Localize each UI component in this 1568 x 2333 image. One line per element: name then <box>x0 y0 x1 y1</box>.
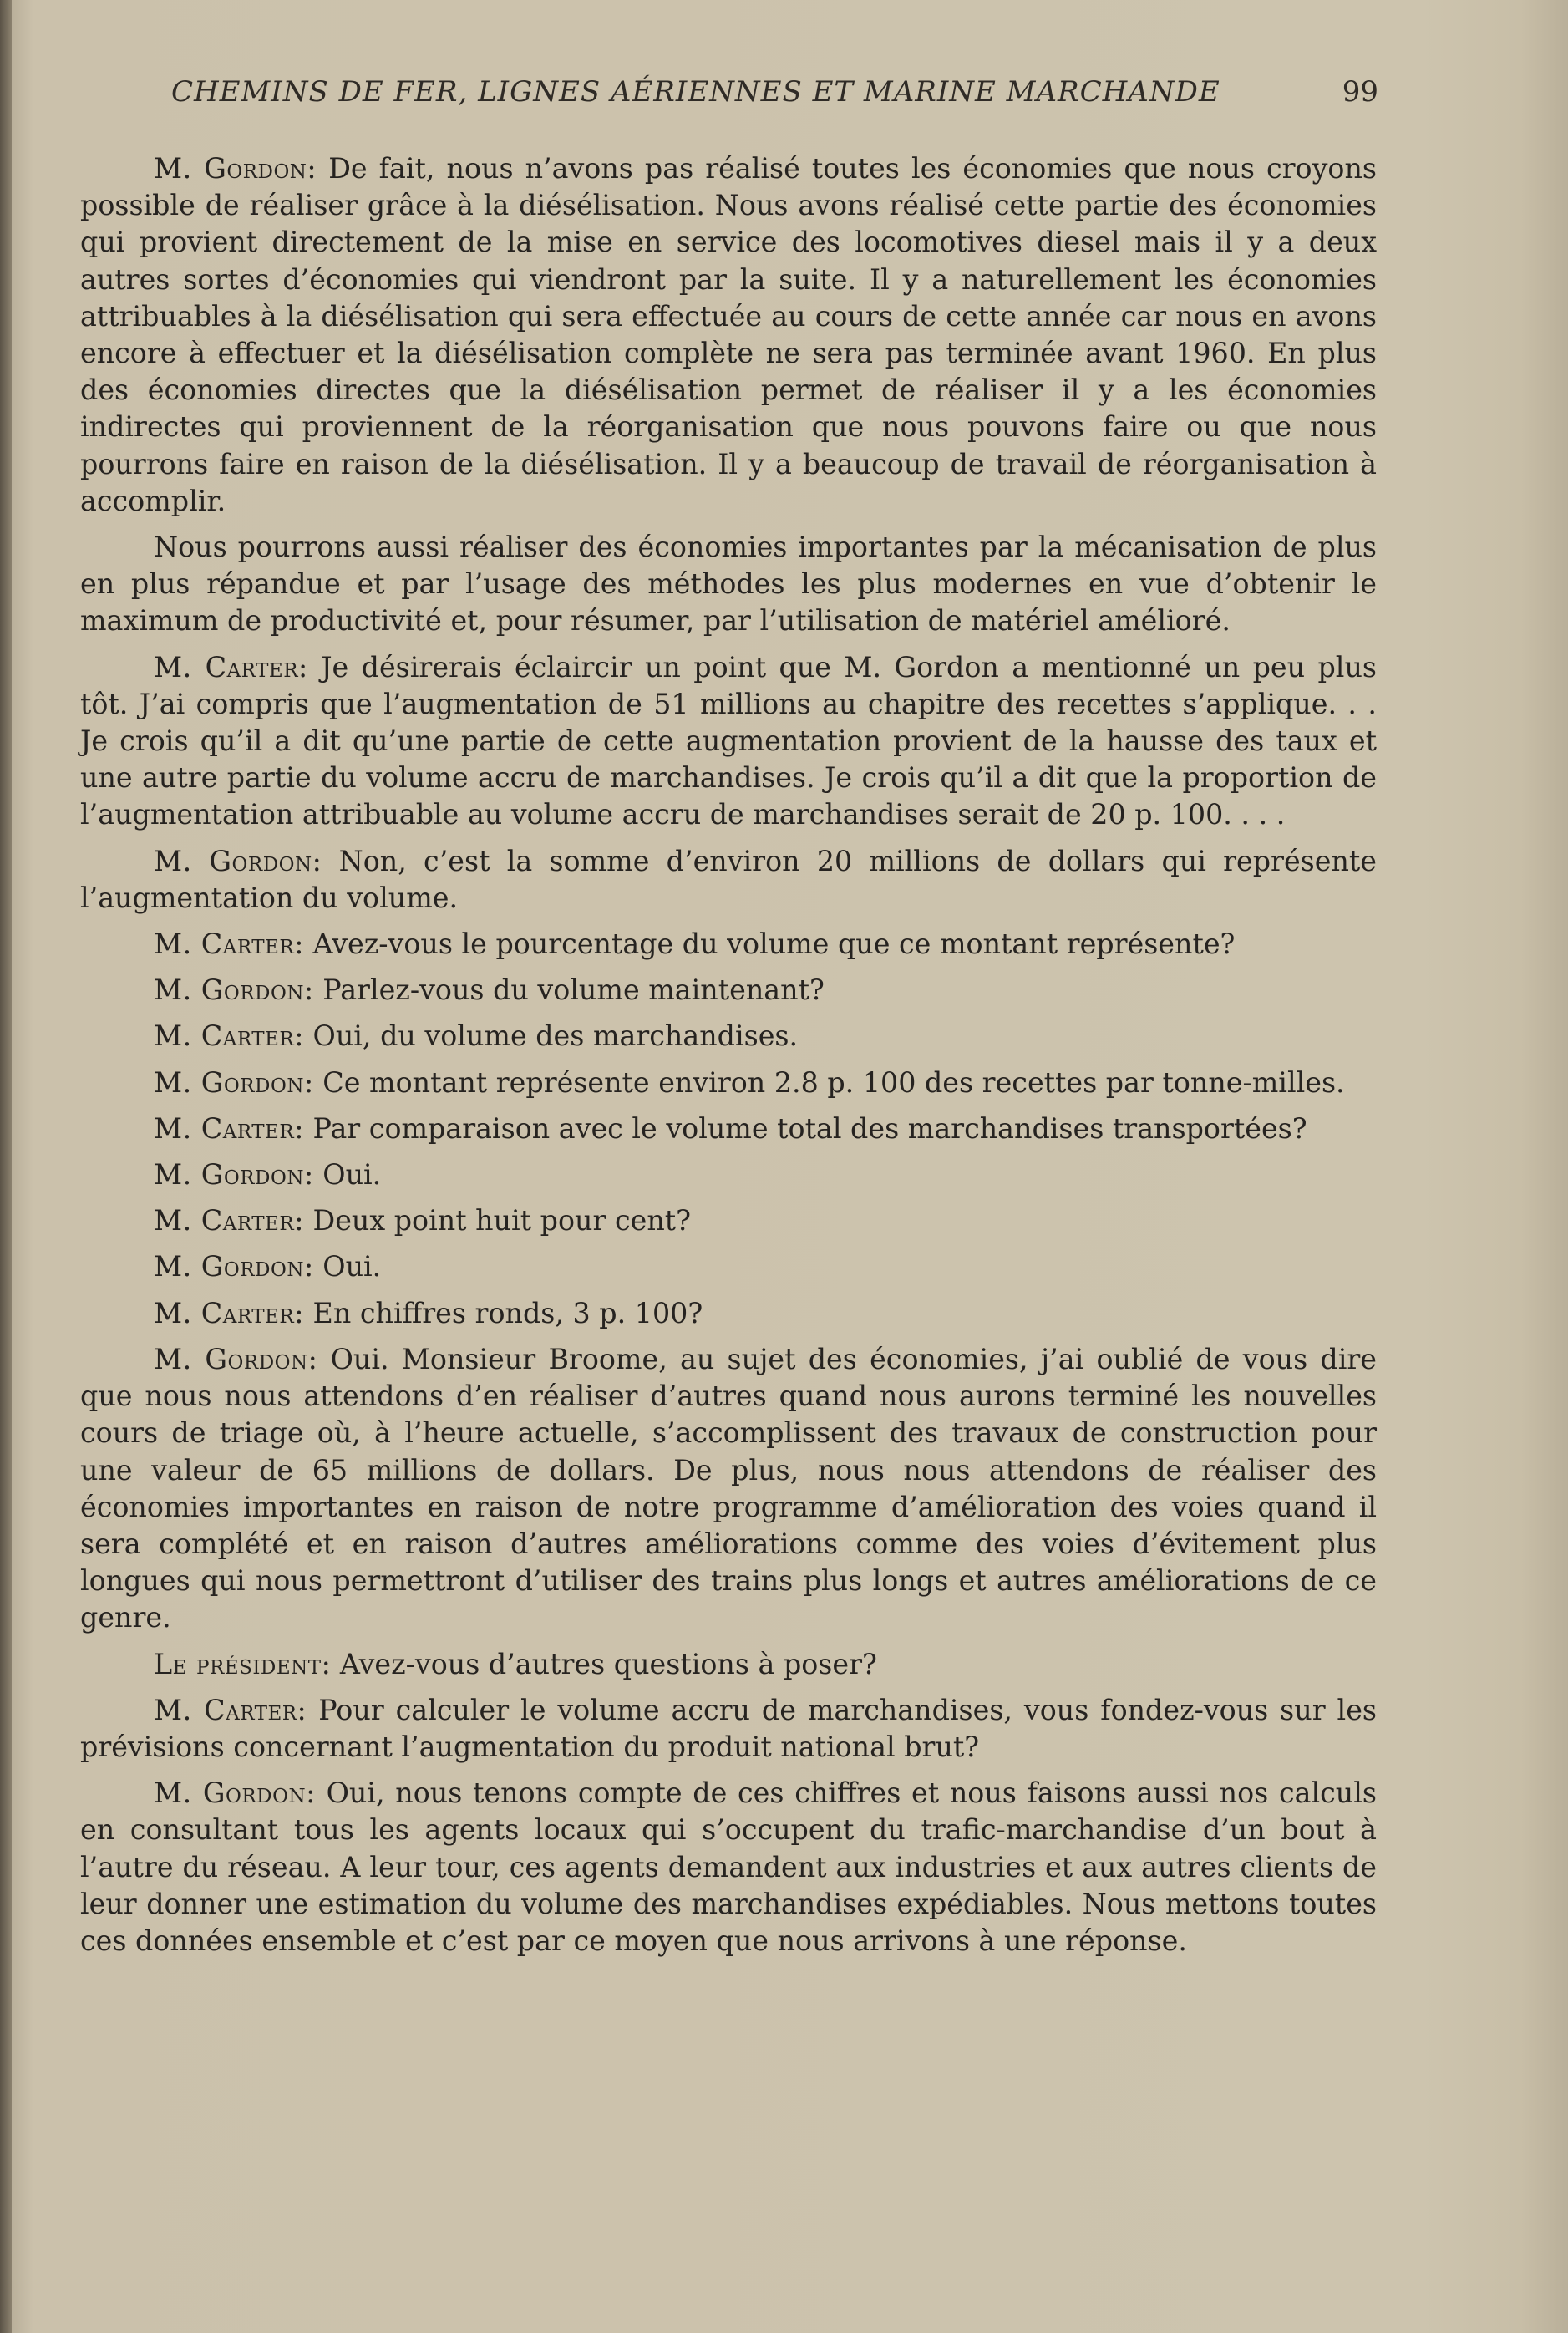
speaker-name: M. Gordon: <box>154 844 322 877</box>
paragraph <box>80 1692 1377 1766</box>
paragraph <box>80 972 1377 1009</box>
paragraph-text: Deux point huit pour cent? <box>312 1204 691 1238</box>
paragraph-text: Je désirerais éclaircir un point que M. Gordon a mentionné un peu plus tôt. J’ai compris que l’augmentation de 51 millions au chapitre des recettes s’applique. . . Je crois qu’il a dit qu’une partie de cette augmentation provient de la hausse des taux et une autre partie du volume accru de marchandises. Je crois qu’il a dit que la proportion de l’augmentation attribuable au volume accru de marchandises serait de 20 p. 100. . . . <box>80 650 1377 831</box>
paragraph-text: Par comparaison avec le volume total des marchandises transportées? <box>312 1111 1307 1145</box>
paragraph <box>80 843 1377 917</box>
speaker-name: M. Carter: <box>154 1111 304 1145</box>
speaker-name: M. Carter: <box>154 650 308 684</box>
paragraph-text: Oui. <box>322 1158 382 1192</box>
paragraph <box>80 1775 1377 1959</box>
paragraph <box>80 1111 1377 1147</box>
paragraph-text: Non, c’est la somme d’environ 20 millions de dollars qui représente l’augmentation du volume. <box>80 844 1377 914</box>
page-number: 99 <box>1342 75 1378 109</box>
paragraph <box>80 1202 1377 1239</box>
speaker-name: Le président: <box>154 1647 332 1680</box>
paragraph <box>80 1646 1377 1683</box>
paragraph <box>80 529 1377 640</box>
speaker-name: M. Gordon: <box>154 1065 314 1099</box>
paragraph-text: En chiffres ronds, 3 p. 100? <box>312 1296 703 1329</box>
paragraph-text: Oui, nous tenons compte de ces chiffres et nous faisons aussi nos calculs en consultant tous les agents locaux qui s’occupent du trafic-marchandise d’un bout à l’autre du réseau. A leur tour, ces agents demandent aux industries et aux autres clients de leur donner une estimation du volume des marchandises expédiables. Nous mettons toutes ces données ensemble et c’est par ce moyen que nous arrivons à une réponse. <box>80 1776 1377 1957</box>
paragraph <box>80 926 1377 963</box>
paragraph <box>80 1295 1377 1332</box>
book-spine-edge <box>0 0 12 2333</box>
speaker-name: M. Gordon: <box>154 973 314 1007</box>
paragraph <box>80 1248 1377 1285</box>
paragraph-text: Oui, du volume des marchandises. <box>312 1019 799 1053</box>
paragraph-text: Parlez-vous du volume maintenant? <box>322 973 825 1007</box>
paragraph-text: Oui. Monsieur Broome, au sujet des économies, j’ai oublié de vous dire que nous nous attendons d’en réaliser d’autres quand nous aurons terminé les nouvelles cours de triage où, à l’heure actuelle, s’accomplissent des travaux de construction pour une valeur de 65 millions de dollars. De plus, nous nous attendons de réaliser des économies importantes en raison de notre programme d’amélioration des voies quand il sera complété et en raison d’autres améliorations comme des voies d’évitement plus longues qui nous permettront d’utiliser des trains plus longs et autres améliorations de ce genre. <box>80 1342 1377 1634</box>
speaker-name: M. Gordon: <box>154 1342 318 1375</box>
speaker-name: M. Gordon: <box>154 1776 316 1810</box>
paragraph-text: Pour calculer le volume accru de marchandises, vous fondez-vous sur les prévisions concernant l’augmentation du produit national brut? <box>80 1693 1378 1763</box>
paragraph <box>80 1341 1377 1637</box>
running-header-title: CHEMINS DE FER, LIGNES AÉRIENNES ET MARINE MARCHANDE <box>171 75 1220 109</box>
speaker-name: M. Carter: <box>154 1019 304 1053</box>
paragraph <box>80 1018 1377 1055</box>
speaker-name: M. Gordon: <box>154 1158 314 1192</box>
paragraph-text: Ce montant représente environ 2.8 p. 100 des recettes par tonne-milles. <box>322 1065 1345 1099</box>
running-header <box>171 75 1378 119</box>
speaker-name: M. Carter: <box>154 1693 307 1726</box>
speaker-name: M. Carter: <box>154 1204 304 1238</box>
paragraph <box>80 150 1377 520</box>
paragraph <box>80 1065 1377 1101</box>
speaker-name: M. Carter: <box>154 1296 304 1329</box>
speaker-name: M. Carter: <box>154 928 304 961</box>
paragraph-text: Oui. <box>322 1250 382 1283</box>
paragraph-text: Nous pourrons aussi réaliser des économies importantes par la mécanisation de plus en plus répandue et par l’usage des méthodes les plus modernes en vue d’obtenir le maximum de productivité et, pour résumer, par l’utilisation de matériel amélioré. <box>80 531 1377 638</box>
paragraph-text: Avez-vous d’autres questions à poser? <box>339 1647 877 1680</box>
paragraph-text: Avez-vous le pourcentage du volume que ce montant représente? <box>312 928 1236 961</box>
speaker-name: M. Gordon: <box>154 152 317 185</box>
paragraph <box>80 1156 1377 1193</box>
paragraph <box>80 649 1377 834</box>
transcript-body <box>80 150 1377 1969</box>
paragraph-text: De fait, nous n’avons pas réalisé toutes les économies que nous croyons possible de réaliser grâce à la diésélisation. Nous avons réalisé cette partie des économies qui provient directement de la mise en service des locomotives diesel mais il y a deux autres sortes d’économies qui viendront par la suite. Il y a naturellement les économies attribuables à la diésélisation qui sera effectuée au cours de cette année car nous en avons encore à effectuer et la diésélisation complète ne sera pas terminée avant 1960. En plus des économies directes que la diésélisation permet de réaliser il y a les économies indirectes qui proviennent de la réorganisation que nous pouvons faire ou que nous pourrons faire en raison de la diésélisation. Il y a beaucoup de travail de réorganisation à accomplir. <box>80 152 1377 517</box>
speaker-name: M. Gordon: <box>154 1250 314 1283</box>
